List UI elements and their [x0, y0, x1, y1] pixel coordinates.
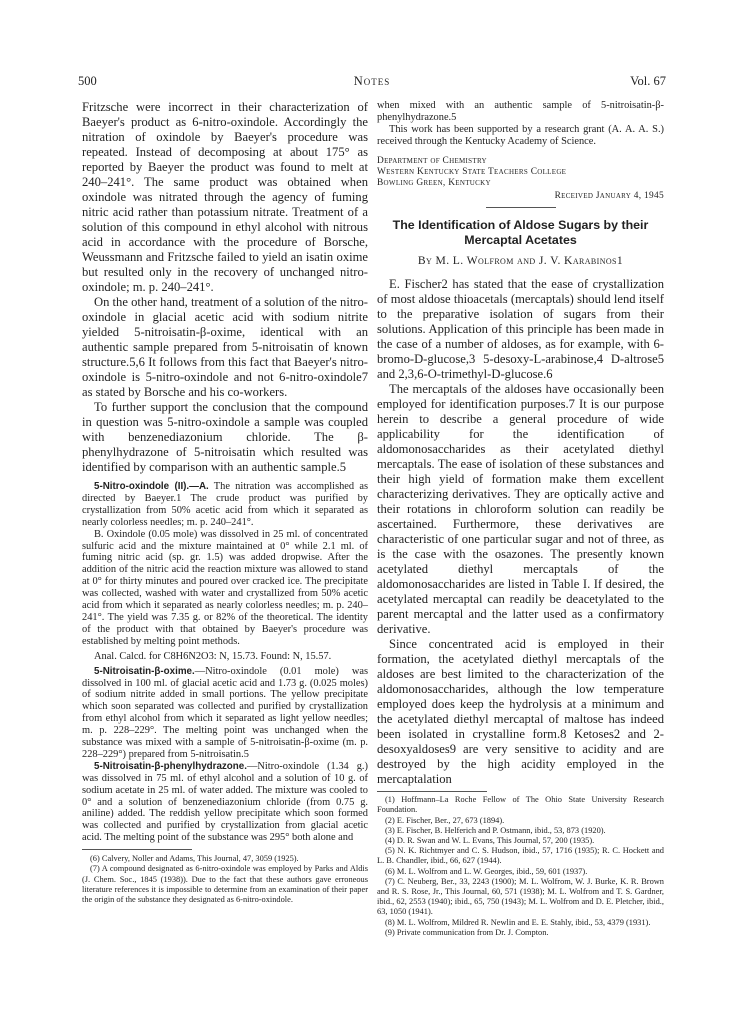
footnote: (9) Private communication from Dr. J. Compton.	[385, 927, 549, 937]
paragraph: Fritzsche were incorrect in their characterization of Baeyer's product as 6-nitro-oxindole. Accordingly the nitration of oxindole by Baeyer's procedure was repeated. Instead of decomposing at about 175° as reported by Baeyer the product was found to melt at 240–241°. The same product was obtained when oxindole was nitrated through the agency of fuming nitric acid rather than potassium nitrate. Treatment of a solution of this compound in ethyl alcohol with nitrous acid in accordance with the procedure of Borsche, Weussmann and Fritzsche failed to yield an isatin oxime but resulted only in the recovery of unchanged nitro-oxindole; m. p. 240–241°.	[82, 100, 368, 294]
right-column	[377, 100, 664, 938]
footnote: (6) Calvery, Noller and Adams, This Journal, 47, 3059 (1925).	[90, 854, 299, 864]
footnote: (1) Hoffmann–La Roche Fellow of The Ohio State University Research Foundation.	[377, 795, 664, 815]
paragraph: Since concentrated acid is employed in their formation, the acetylated diethyl mercaptals of the aldoses are best limited to the characterization of the aldomonosaccharides, although the low temperature employed does keep the hydrolysis at a minimum and the acetylated diethyl mercaptal of maltose has indeed been isolated in crystalline form.8 Ketoses2 and 2-desoxyaldoses9 are very sensitive to acidity and are destroyed by the high acidity employed in the mercaptalation	[377, 637, 664, 787]
acknowledgment: This work has been supported by a research grant (A. A. A. S.) received through the Kentucky Academy of Science.	[377, 123, 664, 147]
article-title: The Identification of Aldose Sugars by their Mercaptal Acetates	[392, 218, 649, 248]
analysis-line: Anal. Calcd. for C8H6N2O3: N, 15.73. Found: N, 15.57.	[94, 650, 332, 662]
footnote: (5) N. K. Richtmyer and C. S. Hudson, ibid., 57, 1716 (1935); R. C. Hockett and L. B. Chandler, ibid., 66, 627 (1944).	[377, 846, 664, 866]
received-date: Received January 4, 1945	[554, 191, 664, 202]
footnote: (4) D. R. Swan and W. L. Evans, This Journal, 57, 200 (1935).	[385, 836, 595, 846]
footnote: (3) E. Fischer, B. Helferich and P. Ostmann, ibid., 53, 873 (1920).	[385, 825, 606, 835]
affiliation-line: Bowling Green, Kentucky	[377, 178, 491, 189]
experimental-paragraph: B. Oxindole (0.05 mole) was dissolved in 25 ml. of concentrated sulfuric acid and the mixture maintained at 0° while 2.1 ml. of fuming nitric acid (sp. gr. 1.5) was added dropwise. After the addition of the nitric acid the reaction mixture was allowed to stand at 0° for thirty minutes and poured over cracked ice. The precipitate was collected, washed with water and crystallized from 50% acetic acid from which it separated as nearly colorless needles; m. p. 240–241°. The yield was 7.35 g. or 82% of the theoretical. The identity of the product with that obtained by Baeyer's procedure was established by melting point methods.	[82, 528, 368, 647]
experimental-paragraph	[82, 761, 368, 844]
footnote: (8) M. L. Wolfrom, Mildred R. Newlin and E. E. Stahly, ibid., 53, 4379 (1931).	[385, 917, 651, 927]
experimental-paragraph	[82, 481, 368, 529]
left-column	[82, 100, 368, 906]
continued-text: when mixed with an authentic sample of 5-nitroisatin-β-phenylhydrazone.5	[377, 100, 664, 123]
article-authors: By M. L. Wolfrom and J. V. Karabinos1	[417, 254, 624, 268]
footnotes	[377, 795, 664, 938]
experimental-heading: 5-Nitroisatin-β-phenylhydrazone.	[94, 760, 247, 772]
footnote: (7) A compound designated as 6-nitro-oxindole was employed by Parks and Aldis (J. Chem. Soc., 1845 (1938)). Due to the fact that these authors gave erroneous literature references it is impossible to determine from an examination of their paper the origin of the substance they designated as 6-nitro-oxindole.	[82, 864, 368, 905]
experimental-text: —Nitro-oxindole (1.34 g.) was dissolved in 75 ml. of ethyl alcohol and a solution of 10 g. of sodium acetate in 25 ml. of water added. The mixture was cooled to 0° and a solution of benzenediazonium chloride (from 0.75 g. aniline) added. The reddish yellow precipitate which soon formed was collected and purified by crystallization from glacial acetic acid. The melting point of the substance was 295° both alone and	[82, 760, 368, 844]
experimental-paragraph	[82, 666, 368, 761]
running-header	[78, 74, 666, 90]
page-number: 500	[78, 74, 97, 88]
paragraph: The mercaptals of the aldoses have occasionally been employed for identification purposes.7 It is our purpose herein to describe a general procedure of wide applicability for the identification of aldomonosaccharides as their acetylated diethyl mercaptals. The ease of isolation of these substances and their high yield of formation make them excellent characterizing derivatives. They are optically active and their rotations in chloroform solution can readily be ascertained. Furthermore, these derivatives are characteristic of one particular sugar and not of three, as is the case with the osazones. The presently known acetylated diethyl mercaptals of the aldomonosaccharides are listed in Table I. If desired, the acetylated mercaptal can readily be deacetylated to the parent mercaptal and the latter used as a confirmatory derivative.	[377, 382, 664, 637]
section-title: Notes	[353, 74, 391, 88]
experimental-text: The nitration was accomplished as directed by Baeyer.1 The crude product was purified by crystallization from 50% acetic acid from which it separated as nearly colorless needles; m. p. 240–241°.	[82, 481, 368, 528]
volume-label: Vol. 67	[630, 74, 666, 88]
article-divider	[486, 207, 556, 208]
affiliation-line: Western Kentucky State Teachers College	[377, 166, 567, 177]
footnote-divider	[82, 849, 192, 850]
paragraph: To further support the conclusion that the compound in question was 5-nitro-oxindole a sample was coupled with benzenediazonium chloride. The β-phenylhydrazone of 5-nitroisatin which resulted was identified by comparison with an authentic sample.5	[82, 400, 368, 474]
experimental-text: —Nitro-oxindole (0.01 mole) was dissolved in 100 ml. of glacial acetic acid and 1.73 g. (0.025 moles) of sodium nitrite added in small portions. The yellow precipitate which soon separated was collected and purified by crystallization from ethyl alcohol from which it separated as light yellow needles; m. p. 228–229°. The melting point was unchanged when the substance was mixed with a sample of 5-nitroisatin-β-oxime (m. p. 228–229°) prepared from 5-nitroisatin.5	[82, 665, 368, 760]
experimental-heading: 5-Nitro-oxindole (II).—A.	[94, 481, 209, 492]
footnote-divider	[377, 791, 487, 792]
affiliation-line: Department of Chemistry	[377, 155, 487, 166]
affiliation	[377, 156, 664, 190]
footnote: (2) E. Fischer, Ber., 27, 673 (1894).	[385, 815, 505, 825]
experimental-heading: 5-Nitroisatin-β-oxime.	[94, 665, 195, 677]
footnote: (7) C. Neuberg, Ber., 33, 2243 (1900); M. L. Wolfrom, W. J. Burke, K. R. Brown and R. S. Rose, Jr., This Journal, 60, 571 (1938); M. L. Wolfrom and T. S. Gardner, ibid., 62, 2553 (1940); ibid., 65, 750 (1943); M. L. Wolfrom and D. E. Pletcher, ibid., 63, 1050 (1941).	[377, 876, 664, 917]
footnote: (6) M. L. Wolfrom and L. W. Georges, ibid., 59, 601 (1937).	[385, 866, 588, 876]
paragraph: On the other hand, treatment of a solution of the nitro-oxindole in glacial acetic acid with sodium nitrite yielded 5-nitroisatin-β-oxime, identical with an authentic sample prepared from 5-nitroisatin of known structure.5,6 It follows from this fact that Baeyer's nitro-oxindole is 5-nitro-oxindole and not 6-nitro-oxindole7 as stated by Borsche and his co-workers.	[82, 295, 368, 399]
paragraph: E. Fischer2 has stated that the ease of crystallization of most aldose thioacetals (mercaptals) should lend itself to the preparative isolation of sugars from their solutions. Application of this principle has been made in the case of a number of aldoses, as for example, with 6-bromo-D-glucose,3 5-desoxy-L-arabinose,4 D-altrose5 and 2,3,6-O-trimethyl-D-glucose.6	[377, 277, 664, 382]
